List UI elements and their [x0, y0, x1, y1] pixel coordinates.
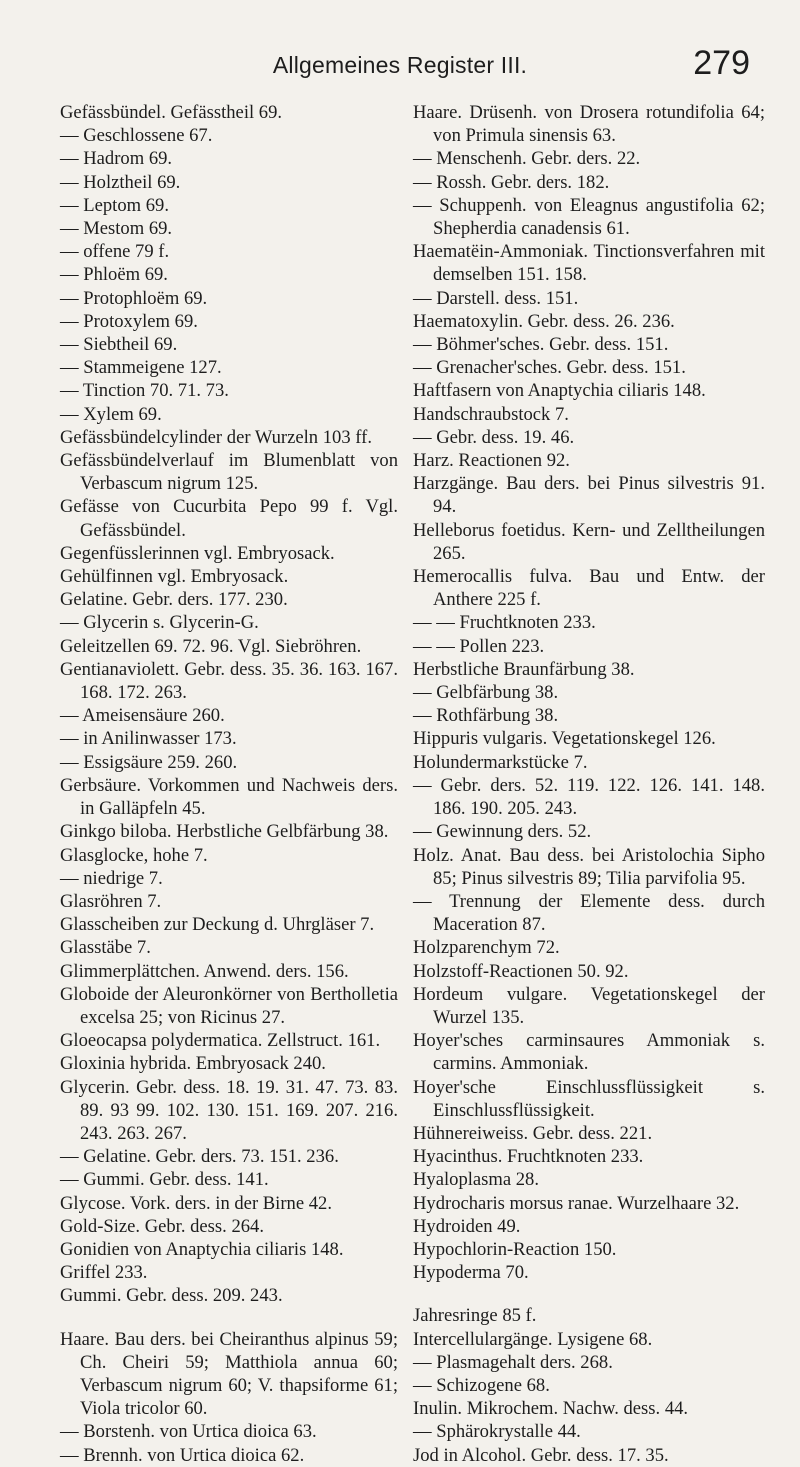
index-entry: Holzparenchym 72. [413, 937, 560, 959]
index-subentry: — Sphärokrystalle 44. [413, 1421, 581, 1443]
index-subentry: — Gelbfärbung 38. [413, 682, 559, 704]
index-entry: Glimmerplättchen. Anwend. ders. 156. [60, 960, 349, 982]
index-subentry: — Phloëm 69. [60, 264, 168, 286]
index-subentry: — Plasmagehalt ders. 268. [413, 1351, 613, 1373]
index-subentry: — Schuppenh. von Eleagnus angustifolia 62; Shepherdia canadensis 61. [413, 194, 765, 240]
index-entry: Herbstliche Braunfärbung 38. [413, 658, 635, 680]
index-entry: Jod in Alcohol. Gebr. dess. 17. 35. [413, 1444, 669, 1466]
index-entry: Hemerocallis fulva. Bau und Entw. der Anthere 225 f. [413, 566, 765, 611]
index-subentry: — Böhmer'sches. Gebr. dess. 151. [413, 334, 669, 356]
index-subentry: — Hadrom 69. [60, 148, 173, 170]
running-title: Allgemeines Register III. [272, 52, 528, 78]
index-entry: Hyacinthus. Fruchtknoten 233. [413, 1146, 644, 1168]
index-entry: Hühnereiweiss. Gebr. dess. 221. [413, 1122, 653, 1144]
index-subentry: — Ameisensäure 260. [60, 705, 225, 727]
index-entry: Hydrocharis morsus ranae. Wurzelhaare 32. [413, 1192, 740, 1214]
index-entry: Gummi. Gebr. dess. 209. 243. [60, 1285, 283, 1307]
index-entry: Gefässe von Cucurbita Pepo 99 f. Vgl. Gefässbündel. [60, 496, 398, 541]
index-entry: Helleborus foetidus. Kern- und Zelltheilungen 265. [413, 519, 765, 564]
index-entry: Gefässbündel. Gefässtheil 69. [60, 102, 283, 123]
index-subentry: — Gummi. Gebr. dess. 141. [60, 1169, 269, 1191]
index-entry: Hoyer'sche Einschlussflüssigkeit s. Einschlussflüssigkeit. [413, 1076, 765, 1121]
page-number: 279 [693, 44, 750, 82]
index-entry: Holz. Anat. Bau dess. bei Aristolochia Sipho 85; Pinus silvestris 89; Tilia parvifolia 95. [413, 844, 765, 889]
index-subentry: — Tinction 70. 71. 73. [60, 380, 229, 402]
index-entry: Gefässbündelverlauf im Blumenblatt von Verbascum nigrum 125. [60, 450, 398, 495]
index-column-left [60, 101, 398, 1467]
index-entry: Hydroiden 49. [413, 1215, 521, 1237]
index-entry: Gehülfinnen vgl. Embryosack. [60, 566, 289, 588]
index-entry: Gefässbündelcylinder der Wurzeln 103 ff. [60, 426, 372, 448]
index-entry: Harzgänge. Bau ders. bei Pinus silvestris 91. 94. [413, 473, 765, 518]
page-header [0, 44, 800, 94]
index-entry: Geleitzellen 69. 72. 96. Vgl. Siebröhren. [60, 635, 362, 657]
index-entry: Haare. Bau ders. bei Cheiranthus alpinus 59; Ch. Cheiri 59; Matthiola annua 60; Verbascum nigrum 60; V. thapsiforme 61; Viola tricolor 60. [60, 1328, 398, 1420]
index-subentry: — Protophloëm 69. [60, 287, 208, 309]
index-subentry: — — Pollen 223. [413, 635, 545, 657]
index-entry: Glasstäbe 7. [60, 937, 151, 959]
index-subentry: — offene 79 f. [60, 241, 170, 263]
index-subentry: — Holztheil 69. [60, 171, 181, 193]
index-column-right [413, 101, 765, 1467]
index-entry: Ginkgo biloba. Herbstliche Gelbfärbung 38. [60, 821, 389, 843]
index-entry: Globoide der Aleuronkörner von Bertholletia excelsa 25; von Ricinus 27. [60, 983, 398, 1028]
index-entry: Harz. Reactionen 92. [413, 450, 570, 472]
index-subentry: — Protoxylem 69. [60, 310, 198, 332]
index-entry: Hoyer'sches carminsaures Ammoniak s. carmins. Ammoniak. [413, 1030, 765, 1075]
index-entry: Handschraubstock 7. [413, 403, 569, 425]
index-subentry: — Mestom 69. [60, 218, 173, 240]
index-entry: Glycose. Vork. ders. in der Birne 42. [60, 1192, 332, 1214]
index-subentry: — Xylem 69. [60, 403, 162, 425]
index-entry: Inulin. Mikrochem. Nachw. dess. 44. [413, 1398, 689, 1420]
index-entry: Gerbsäure. Vorkommen und Nachweis ders. in Galläpfeln 45. [60, 774, 398, 820]
index-entry: Glycerin. Gebr. dess. 18. 19. 31. 47. 73. 83. 89. 93 99. 102. 130. 151. 169. 207. 216. 243. 263. 267. [60, 1076, 398, 1144]
index-subentry: — Siebtheil 69. [60, 334, 178, 356]
index-entry: Gelatine. Gebr. ders. 177. 230. [60, 589, 288, 611]
index-subentry: — Glycerin s. Glycerin-G. [60, 612, 259, 634]
index-subentry: — Grenacher'sches. Gebr. dess. 151. [413, 357, 686, 379]
index-subentry: — Trennung der Elemente dess. durch Maceration 87. [413, 890, 765, 936]
index-subentry: — niedrige 7. [60, 867, 163, 889]
index-subentry: — Gelatine. Gebr. ders. 73. 151. 236. [60, 1146, 339, 1168]
index-entry: Hyaloplasma 28. [413, 1169, 539, 1191]
index-subentry: — Gewinnung ders. 52. [413, 821, 592, 843]
index-entry: Glasröhren 7. [60, 890, 162, 912]
index-entry: Haare. Drüsenh. von Drosera rotundifolia 64; von Primula sinensis 63. [413, 102, 765, 147]
index-entry: Holzstoff-Reactionen 50. 92. [413, 960, 629, 982]
index-subentry: — Brennh. von Urtica dioica 62. [60, 1444, 305, 1466]
index-entry: Hordeum vulgare. Vegetationskegel der Wurzel 135. [413, 983, 765, 1028]
index-entry: Intercellulargänge. Lysigene 68. [413, 1328, 653, 1350]
section-gap [60, 1308, 398, 1328]
index-subentry: — Gebr. ders. 52. 119. 122. 126. 141. 148. 186. 190. 205. 243. [413, 774, 765, 820]
index-subentry: — Essigsäure 259. 260. [60, 751, 238, 773]
index-subentry: — Borstenh. von Urtica dioica 63. [60, 1421, 317, 1443]
index-entry: Gegenfüsslerinnen vgl. Embryosack. [60, 542, 335, 564]
section-gap [413, 1284, 765, 1304]
index-entry: Griffel 233. [60, 1262, 148, 1284]
index-entry: Jahresringe 85 f. [413, 1305, 537, 1327]
index-entry: Hypoderma 70. [413, 1262, 529, 1284]
index-subentry: — Rossh. Gebr. ders. 182. [413, 171, 610, 193]
index-entry: Hypochlorin-Reaction 150. [413, 1238, 617, 1260]
index-subentry: — Darstell. dess. 151. [413, 287, 579, 309]
index-entry: Haematëin-Ammoniak. Tinctionsverfahren mit demselben 151. 158. [413, 241, 765, 286]
index-entry: Glasscheiben zur Deckung d. Uhrgläser 7. [60, 914, 375, 936]
index-entry: Gonidien von Anaptychia ciliaris 148. [60, 1238, 344, 1260]
index-subentry: — in Anilinwasser 173. [60, 728, 237, 750]
index-entry: Haftfasern von Anaptychia ciliaris 148. [413, 380, 706, 402]
index-entry: Gentianaviolett. Gebr. dess. 35. 36. 163. 167. 168. 172. 263. [60, 658, 398, 704]
index-subentry: — Stammeigene 127. [60, 357, 222, 379]
index-subentry: — Leptom 69. [60, 194, 169, 216]
index-subentry: — Menschenh. Gebr. ders. 22. [413, 148, 641, 170]
index-subentry: — Geschlossene 67. [60, 125, 213, 147]
index-entry: Glasglocke, hohe 7. [60, 844, 208, 866]
index-entry: Haematoxylin. Gebr. dess. 26. 236. [413, 310, 675, 332]
index-subentry: — Rothfärbung 38. [413, 705, 559, 727]
index-entry: Gloxinia hybrida. Embryosack 240. [60, 1053, 326, 1075]
index-entry: Gold-Size. Gebr. dess. 264. [60, 1215, 264, 1237]
index-subentry: — Schizogene 68. [413, 1374, 550, 1396]
index-subentry: — Gebr. dess. 19. 46. [413, 426, 575, 448]
index-entry: Gloeocapsa polydermatica. Zellstruct. 161. [60, 1030, 381, 1052]
index-entry: Holundermarkstücke 7. [413, 751, 588, 773]
index-entry: Hippuris vulgaris. Vegetationskegel 126. [413, 728, 716, 750]
index-subentry: — — Fruchtknoten 233. [413, 612, 596, 634]
